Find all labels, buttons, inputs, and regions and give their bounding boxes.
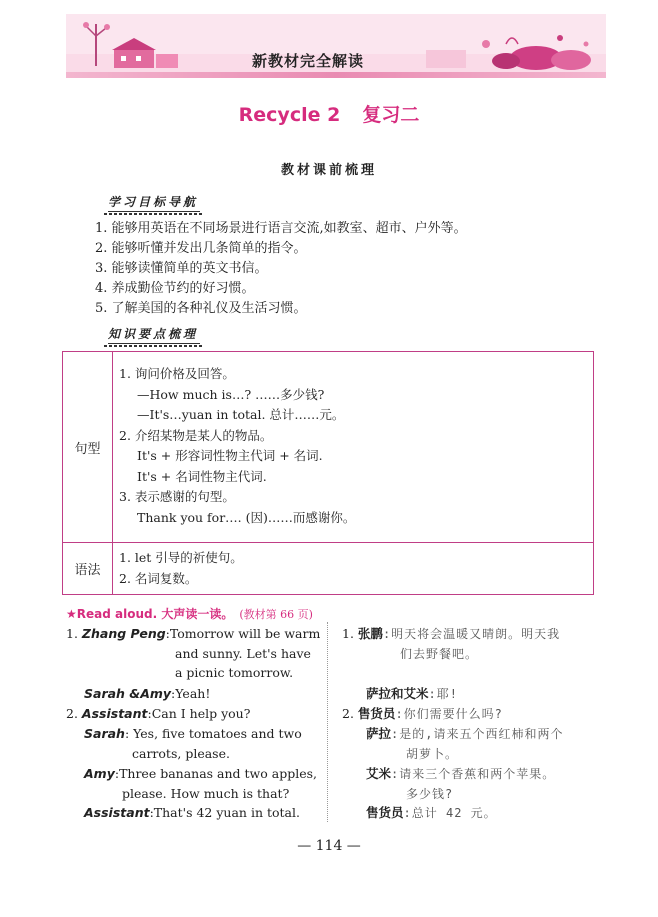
chinese-dialogue-2b [366, 724, 563, 764]
list-item: 5. 了解美国的各种礼仪及生活习惯。 [95, 301, 307, 316]
banner-title: 新教材完全解读 [251, 52, 364, 70]
speaker-name: Assistant [81, 706, 148, 721]
list-item: 3. 能够读懂简单的英文书信。 [95, 261, 268, 276]
table-line: —It's…yuan in total. 总计……元。 [137, 407, 345, 422]
speaker-name: Amy [84, 766, 115, 781]
dialogue-number: 2. [66, 706, 78, 721]
dialogue-line: :Yeah! [171, 686, 211, 701]
lesson-title-cn: 复习二 [362, 104, 420, 126]
table-row-label: 语法 [63, 543, 113, 594]
dialogue-line: :总计 42 元。 [403, 806, 497, 820]
objectives-heading: 学习目标导航 [108, 193, 200, 212]
dialogue-line: 多少钱? [406, 786, 454, 801]
english-dialogue-2d [84, 803, 300, 823]
speaker-name: 萨拉和艾米 [366, 686, 429, 701]
english-dialogue-1 [66, 624, 320, 683]
chinese-dialogue-1b [366, 684, 458, 705]
speaker-name: Zhang Peng [81, 626, 166, 641]
chinese-dialogue-1 [342, 624, 560, 664]
list-item: 2. 能够听懂并发出几条简单的指令。 [95, 241, 307, 256]
english-dialogue-2c [84, 764, 317, 803]
dialogue-line: :明天将会温暖又晴朗。明天我 [382, 627, 561, 641]
english-dialogue-1b [84, 684, 210, 704]
dialogue-line: a picnic tomorrow. [175, 665, 294, 680]
table-row [63, 543, 593, 594]
dialogue-line: 们去野餐吧。 [400, 646, 479, 661]
knowledge-heading: 知识要点梳理 [108, 325, 200, 344]
dialogue-line: :Three bananas and two apples, [114, 766, 317, 781]
dialogue-line: : Yes, five tomatoes and two [124, 726, 302, 741]
speaker-name: Sarah &Amy [84, 686, 172, 701]
speaker-name: Assistant [84, 805, 150, 820]
table-row-content [119, 364, 355, 528]
speaker-name: 售货员 [357, 706, 396, 721]
table-line: 3. 表示感谢的句型。 [119, 489, 235, 504]
dialogue-line: 胡萝卜。 [406, 746, 459, 761]
dialogue-line: :是的,请来五个西红柿和两个 [391, 727, 564, 741]
column-divider [327, 622, 328, 822]
lesson-title-en: Recycle 2 [238, 104, 341, 126]
chinese-dialogue-2d [366, 803, 497, 824]
speaker-name: 艾米 [366, 766, 392, 781]
dialogue-number: 1. [66, 626, 78, 641]
speaker-name: Sarah [84, 726, 125, 741]
table-row [63, 352, 593, 543]
lesson-title [0, 100, 658, 127]
dialogue-number: 2. [342, 706, 354, 721]
dialogue-line: :请来三个香蕉和两个苹果。 [391, 767, 556, 781]
table-line: 1. 询问价格及回答。 [119, 366, 235, 381]
dialogue-line: :你们需要什么吗? [395, 707, 503, 721]
header-banner-bar [66, 72, 606, 78]
table-line: 2. 名词复数。 [119, 570, 198, 586]
table-line: 2. 介绍某物是某人的物品。 [119, 427, 273, 443]
table-line: It's + 名词性物主代词. [137, 468, 267, 484]
knowledge-table [62, 351, 594, 595]
speaker-name: 萨拉 [366, 726, 392, 741]
dialogue-line: :Can I help you? [147, 706, 251, 721]
speaker-name: 张鹏 [357, 626, 383, 641]
dialogue-line: carrots, please. [132, 745, 230, 761]
chinese-dialogue-2 [342, 704, 503, 725]
table-row-label: 句型 [63, 352, 113, 542]
page-reference: (教材第 66 页) [239, 608, 313, 621]
read-aloud-heading [66, 605, 313, 622]
list-item: 4. 养成勤俭节约的好习惯。 [95, 281, 255, 296]
chinese-dialogue-2c [366, 764, 555, 804]
english-dialogue-2 [66, 704, 250, 724]
read-aloud-title: ★Read aloud. 大声读一读。 [66, 607, 234, 621]
page-number: — 114 — [297, 838, 361, 854]
list-item: 1. 能够用英语在不同场景进行语言交流,如教室、超市、户外等。 [95, 221, 467, 236]
dialogue-line: :耶! [428, 687, 458, 701]
dialogue-line: and sunny. Let's have [175, 645, 311, 661]
table-line: It's + 形容词性物主代词 + 名词. [137, 448, 323, 463]
table-line: Thank you for…. (因)……而感谢你。 [137, 509, 356, 525]
dialogue-line: please. How much is that? [122, 785, 290, 801]
objectives-list [95, 219, 467, 319]
table-line: 1. let 引导的祈使句。 [119, 550, 243, 565]
dialogue-line: :Tomorrow will be warm [165, 626, 321, 641]
section-subtitle: 教材课前梳理 [280, 163, 377, 178]
table-line: —How much is…? ……多少钱? [137, 386, 325, 402]
table-row-content [119, 548, 243, 589]
speaker-name: 售货员 [366, 805, 404, 820]
dialogue-number: 1. [342, 626, 354, 641]
dialogue-line: :That's 42 yuan in total. [149, 805, 300, 820]
english-dialogue-2b [84, 724, 302, 763]
